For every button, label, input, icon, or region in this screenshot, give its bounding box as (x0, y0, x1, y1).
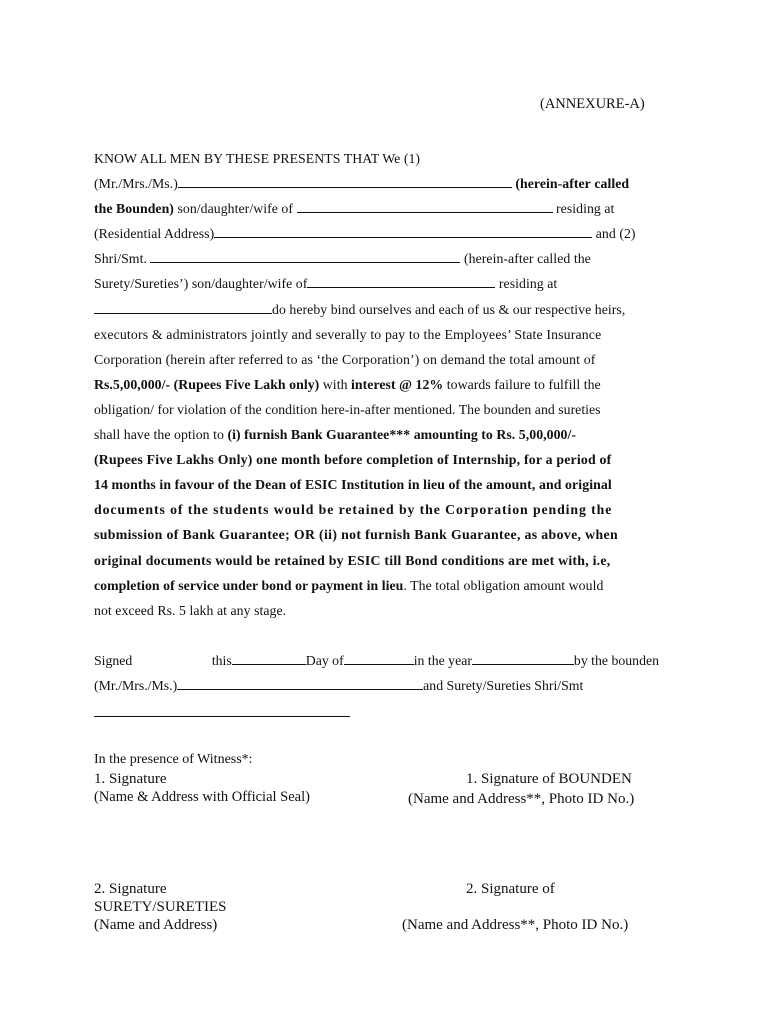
word: BY (203, 151, 223, 166)
signature-label: 1. Signature of BOUNDEN (466, 771, 632, 787)
text: Day of (305, 653, 344, 668)
signed-line-2 (94, 673, 678, 698)
body-line-15: documents of the students would be retained by the Corporation pending the (94, 502, 613, 518)
signature-sub: (Name and Address**, Photo ID No.) (408, 791, 635, 807)
bold-text: completion of service under bond or payment in lieu (94, 577, 404, 593)
text: and Surety/Sureties Shri/Smt (423, 678, 584, 693)
word: THAT (343, 151, 379, 166)
word: (1) (403, 151, 421, 166)
body-line-7 (94, 297, 678, 322)
word: ALL (139, 151, 167, 166)
text: by the bounden (573, 653, 659, 668)
word: We (382, 151, 401, 166)
bounden-name-blank[interactable] (178, 174, 512, 188)
text: shall have the option to (94, 427, 228, 443)
body-line-14: 14 months in favour of the Dean of ESIC Institution in lieu of the amount, and original (94, 477, 612, 493)
body-line-18 (94, 573, 678, 598)
word: THESE (225, 151, 270, 166)
bold-text: (i) furnish Bank Guarantee*** amounting to Rs. 5,00,000/- (227, 427, 577, 443)
month-blank[interactable] (344, 651, 414, 665)
bounden-sig-sub (408, 790, 634, 808)
word: KNOW (94, 151, 137, 166)
amount-text: Rs.5,00,000/- (Rupees Five Lakh only) (94, 376, 320, 392)
body-line-16: submission of Bank Guarantee; OR (ii) not furnish Bank Guarantee, as above, when (94, 527, 618, 543)
body-line-9: Corporation (herein after referred to as ‘the Corporation’) on demand the total amount of (94, 351, 596, 367)
body-line-2 (94, 171, 678, 196)
text: with (319, 376, 352, 392)
body-line-4 (94, 221, 678, 246)
body-line-1 (94, 146, 678, 171)
body-line-19: not exceed Rs. 5 lakh at any stage. (94, 602, 287, 618)
body-line-10 (94, 372, 678, 397)
body-line-3 (94, 196, 678, 221)
relation-blank[interactable] (297, 199, 553, 213)
signature-sub: (Name & Address with Official Seal) (94, 789, 310, 805)
signed-block (94, 648, 678, 725)
signed-line-3 (94, 700, 678, 725)
surety-name-blank[interactable] (150, 249, 460, 263)
bounden-sig (466, 770, 632, 788)
relation-label: son/daughter/wife of (177, 201, 294, 217)
text: called (537, 251, 571, 267)
bounden-prefix: (Mr./Mrs./Ms.) (94, 176, 178, 192)
text: towards failure to fulfill the (443, 376, 601, 392)
address-blank[interactable] (214, 224, 592, 238)
surety-sig (466, 880, 555, 898)
residential-label: (Residential (94, 226, 162, 242)
body-line-8: executors & administrators jointly and severally to pay to the Employees’ State Insurance (94, 326, 602, 342)
word: MEN (169, 151, 201, 166)
text: in the year (413, 653, 472, 668)
bold-text: (herein-after (515, 176, 591, 192)
body-line-11: obligation/ for violation of the condition here-in-after mentioned. The bounden and sureties (94, 401, 601, 417)
body-line-5 (94, 246, 678, 271)
day-blank[interactable] (232, 651, 306, 665)
signature-sub: (Name and Address**, Photo ID No.) (402, 917, 629, 933)
body-line-12 (94, 422, 678, 447)
text: do hereby bind ourselves and each of us & our respective heirs, (272, 301, 626, 317)
bond-body (94, 146, 678, 623)
surety-relation-blank[interactable] (307, 274, 495, 288)
body-line-13: (Rupees Five Lakhs Only) one month before completion of Internship, for a period of (94, 452, 612, 468)
residing-label: residing at (556, 201, 615, 217)
surety-signed-blank[interactable] (94, 703, 350, 717)
surety-prefix: Shri/Smt. (94, 251, 147, 267)
signature-label: 2. Signature of (466, 881, 555, 897)
text: and (2) (595, 226, 636, 242)
signature-label: 1. Signature (94, 771, 167, 787)
text: (herein-after (463, 251, 534, 267)
text: the (573, 251, 591, 267)
witness-sig-1 (94, 770, 310, 806)
year-blank[interactable] (472, 651, 574, 665)
residing-label: residing at (498, 276, 558, 292)
body-line-17: original documents would be retained by ESIC till Bond conditions are met with, i.e, (94, 552, 611, 568)
text: (Mr./Mrs./Ms.) (94, 678, 178, 693)
word: PRESENTS (272, 151, 341, 166)
bold-text: called (594, 176, 630, 192)
signed-line-1 (94, 648, 659, 673)
witness-sig-2 (94, 880, 227, 934)
signature-role: SURETY/SURETIES (94, 899, 227, 915)
surety-relation-label: Surety/Sureties’) son/daughter/wife of (94, 276, 308, 292)
signature-label: 2. Signature (94, 881, 167, 897)
witness-title: In the presence of Witness*: (94, 752, 253, 767)
annexure-heading: (ANNEXURE-A) (540, 96, 645, 112)
text: Signed (94, 653, 133, 668)
interest-text: interest @ 12% (351, 376, 444, 392)
surety-address-blank[interactable] (94, 300, 272, 314)
text: . The total obligation amount would (403, 577, 604, 593)
address-label: Address) (164, 226, 215, 242)
bounden-signed-blank[interactable] (177, 676, 423, 690)
signature-sub: (Name and Address) (94, 917, 218, 933)
surety-sig-sub (402, 916, 628, 934)
body-line-6 (94, 271, 678, 296)
bold-text: the Bounden) (94, 201, 174, 217)
text: this (211, 653, 232, 668)
